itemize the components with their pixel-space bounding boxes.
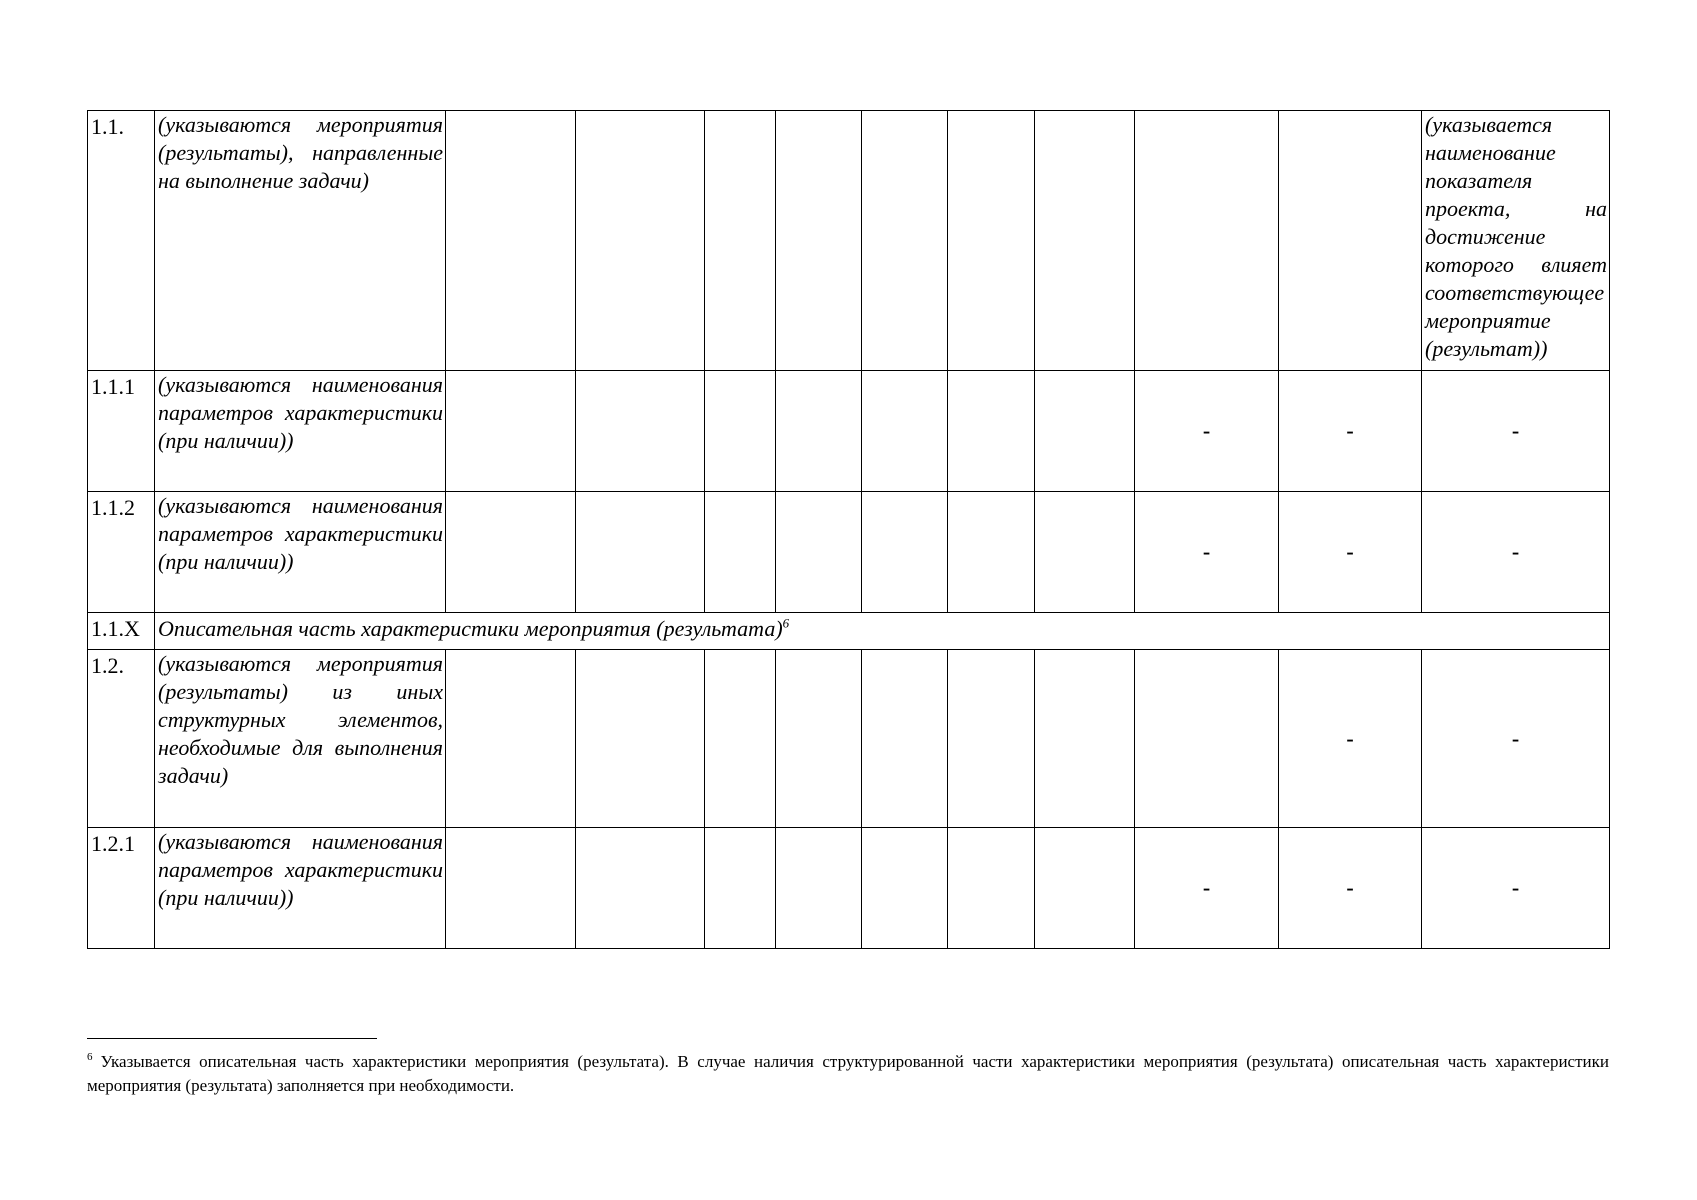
footnote-ref: 6 [782, 615, 790, 631]
row-number: 1.2.1 [88, 828, 155, 949]
row-number: 1.2. [88, 650, 155, 828]
table-cell [862, 650, 948, 828]
dash-cell: - [1279, 371, 1422, 492]
table-cell [705, 111, 776, 371]
row-description: (указываются наименования параметров характеристики (при наличии)) [155, 492, 446, 613]
table-cell [776, 111, 862, 371]
table-row [88, 111, 1610, 371]
footnote-separator [87, 1038, 377, 1039]
table-cell [1035, 650, 1135, 828]
dash-cell: - [1135, 492, 1279, 613]
table-cell [705, 371, 776, 492]
dash-cell: - [1135, 371, 1279, 492]
dash-cell: - [1279, 828, 1422, 949]
table-cell [576, 492, 705, 613]
indicator-cell: - [1422, 371, 1610, 492]
row-description: (указываются наименования параметров характеристики (при наличии)) [155, 371, 446, 492]
table-cell [446, 828, 576, 949]
table-cell [576, 111, 705, 371]
dash-cell: - [1279, 650, 1422, 828]
table-cell [446, 650, 576, 828]
table-cell [776, 371, 862, 492]
row-number: 1.1.X [88, 613, 155, 650]
row-description: (указываются мероприятия (результаты), направленные на выполнение задачи) [155, 111, 446, 371]
table-cell [776, 492, 862, 613]
table-cell [862, 492, 948, 613]
table-cell [705, 650, 776, 828]
descriptive-part-cell [155, 613, 1610, 650]
table-row [88, 492, 1610, 613]
row-description: (указываются мероприятия (результаты) из иных структурных элементов, необходимые для выполнения задачи) [155, 650, 446, 828]
dash-cell: - [1135, 828, 1279, 949]
table-cell [1035, 828, 1135, 949]
table-cell [446, 371, 576, 492]
table-cell [862, 828, 948, 949]
table-cell [576, 371, 705, 492]
table-cell [576, 828, 705, 949]
row-number: 1.1.1 [88, 371, 155, 492]
table-row [88, 650, 1610, 828]
table-cell [948, 492, 1035, 613]
plan-table [87, 110, 1610, 949]
dash-cell: - [1279, 492, 1422, 613]
footnote-text: Указывается описательная часть характеристики мероприятия (результата). В случае наличия структурированной части характеристики мероприятия (результата) описательная часть характеристики мероприятия (результата) заполняется при необходимости. [87, 1052, 1609, 1095]
table-cell [1135, 650, 1279, 828]
row-number: 1.1.2 [88, 492, 155, 613]
table-cell [1035, 111, 1135, 371]
indicator-cell: - [1422, 828, 1610, 949]
table-cell [948, 828, 1035, 949]
table-cell [576, 650, 705, 828]
table-cell [776, 650, 862, 828]
table-cell [948, 371, 1035, 492]
indicator-cell: - [1422, 492, 1610, 613]
table-cell [948, 650, 1035, 828]
table-cell [705, 492, 776, 613]
table-cell [862, 371, 948, 492]
table-row [88, 613, 1610, 650]
row-description: (указываются наименования параметров характеристики (при наличии)) [155, 828, 446, 949]
indicator-cell: (указывается наименование показателя проекта, на достижение которого влияет соответствующее мероприятие (результат)) [1422, 111, 1610, 371]
table-cell [1035, 492, 1135, 613]
table-cell [948, 111, 1035, 371]
table-cell [446, 492, 576, 613]
indicator-cell: - [1422, 650, 1610, 828]
footnote [87, 1050, 1609, 1098]
table-cell [1035, 371, 1135, 492]
table-cell [776, 828, 862, 949]
table-row [88, 828, 1610, 949]
table-cell [705, 828, 776, 949]
table-row [88, 371, 1610, 492]
table-cell [1279, 111, 1422, 371]
descriptive-part-text: Описательная часть характеристики мероприятия (результата) [158, 616, 783, 641]
table-cell [1135, 111, 1279, 371]
table-cell [862, 111, 948, 371]
row-number: 1.1. [88, 111, 155, 371]
footnote-mark: 6 [87, 1051, 93, 1064]
table-cell [446, 111, 576, 371]
